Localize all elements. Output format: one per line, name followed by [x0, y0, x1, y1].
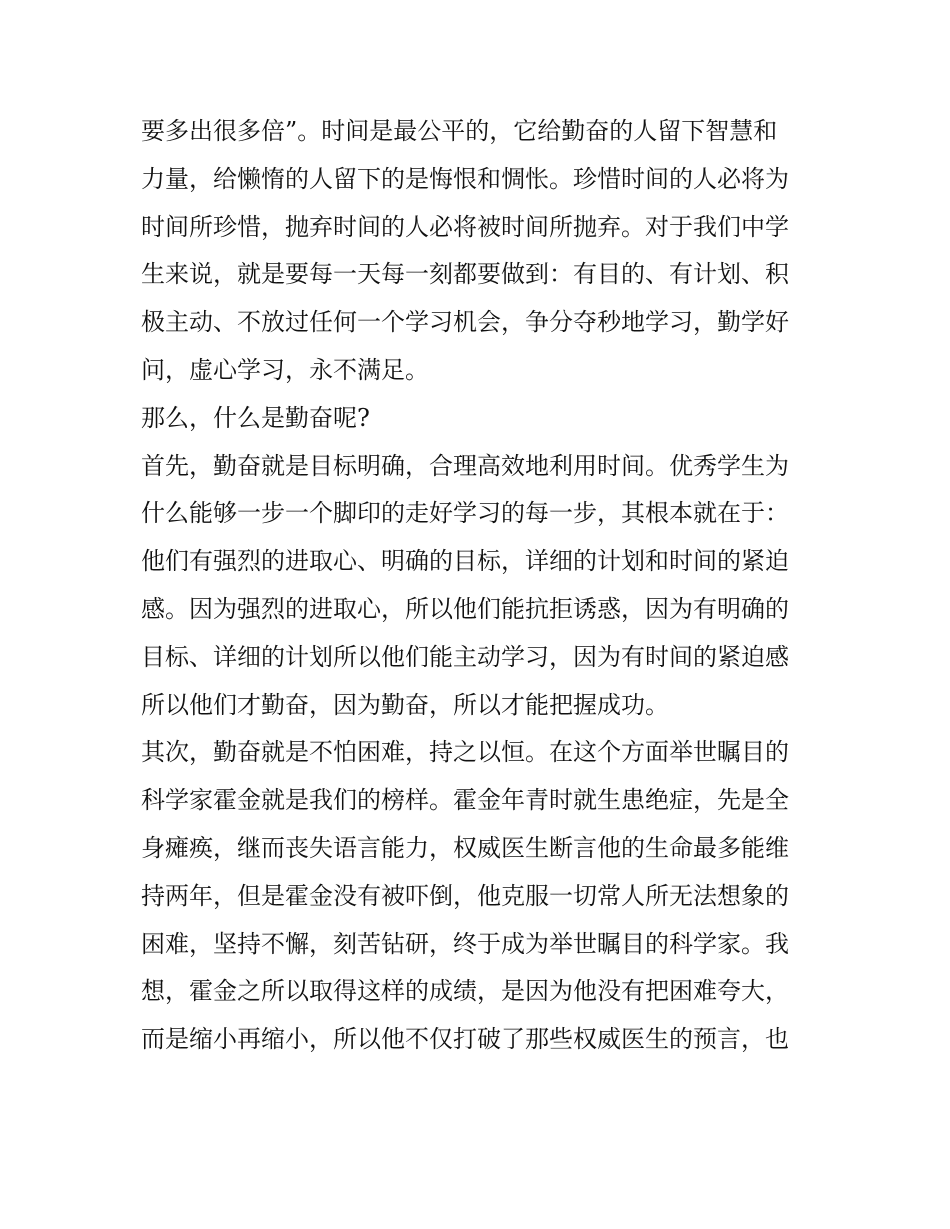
- text-line: 所以他们才勤奋，因为勤奋，所以才能把握成功。: [141, 690, 669, 719]
- text-line: 持两年，但是霍金没有被吓倒，他克服一切常人所无法想象的: [141, 881, 789, 910]
- text-line: 身瘫痪，继而丧失语言能力，权威医生断言他的生命最多能维: [141, 833, 789, 862]
- text-line: 时间所珍惜，抛弃时间的人必将被时间所抛弃。对于我们中学: [141, 212, 789, 241]
- text-line: 要多出很多倍”。时间是最公平的，它给勤奋的人留下智慧和: [141, 117, 778, 145]
- text-line: 目标、详细的计划所以他们能主动学习，因为有时间的紧迫感: [141, 642, 789, 671]
- text-line: 感。因为强烈的进取心，所以他们能抗拒诱惑，因为有明确的: [141, 594, 789, 623]
- text-line: 而是缩小再缩小，所以他不仅打破了那些权威医生的预言，也: [141, 1025, 789, 1054]
- text-line: 力量，给懒惰的人留下的是悔恨和惆怅。珍惜时间的人必将为: [141, 164, 789, 193]
- text-line: 科学家霍金就是我们的榜样。霍金年青时就生患绝症，先是全: [141, 786, 789, 815]
- text-line: 问，虚心学习，永不满足。: [141, 355, 429, 384]
- document-body: [141, 108, 813, 1064]
- text-line: 生来说，就是要每一天每一刻都要做到：有目的、有计划、积: [141, 260, 789, 289]
- text-line: 首先，勤奋就是目标明确，合理高效地利用时间。优秀学生为: [141, 451, 789, 480]
- text-line: 极主动、不放过任何一个学习机会，争分夺秒地学习，勤学好: [141, 308, 789, 337]
- text-line: 想，霍金之所以取得这样的成绩，是因为他没有把困难夸大，: [141, 977, 789, 1006]
- text-line: 他们有强烈的进取心、明确的目标，详细的计划和时间的紧迫: [141, 547, 789, 576]
- text-line: 那么，什么是勤奋呢?: [141, 403, 370, 432]
- text-line: 困难，坚持不懈，刻苦钻研，终于成为举世瞩目的科学家。我: [141, 929, 789, 958]
- text-line: 其次，勤奋就是不怕困难，持之以恒。在这个方面举世瞩目的: [141, 738, 789, 767]
- text-line: 什么能够一步一个脚印的走好学习的每一步，其根本就在于：: [141, 499, 789, 528]
